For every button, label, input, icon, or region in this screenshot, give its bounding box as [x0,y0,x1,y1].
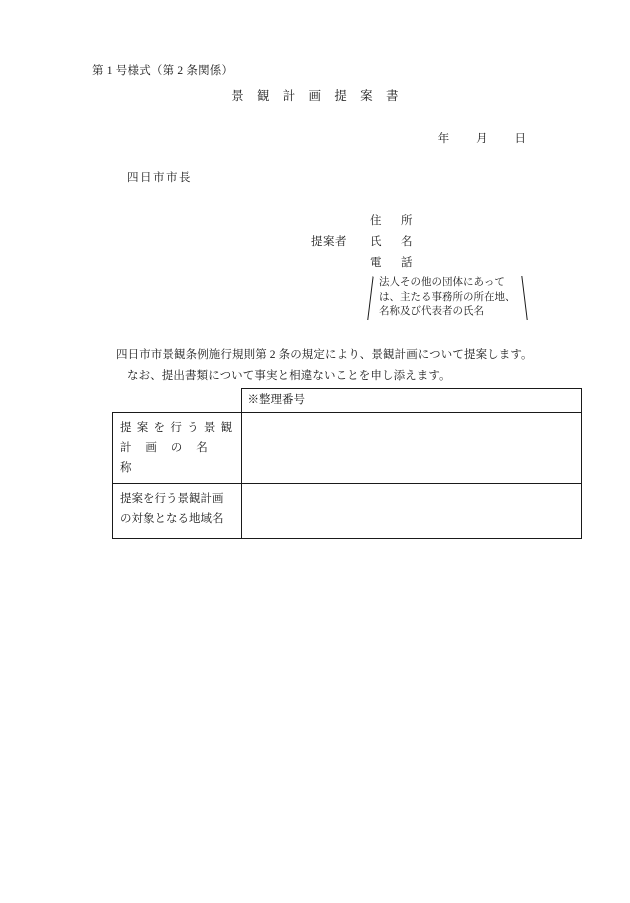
form-table [112,388,582,539]
addressee: 四日市市長 [127,172,192,184]
applicant-block [300,211,560,274]
applicant-note-inner [370,276,525,320]
applicant-address-row [300,211,560,232]
table-row [113,413,582,484]
applicant-address-label: 住 所 [370,215,417,227]
applicant-note-line-2: は、主たる事務所の所在地、 [379,291,516,303]
form-table-wrapper [112,388,582,539]
applicant-note-line-1: 法人その他の団体にあって [379,277,505,288]
row-label-plan-name [113,413,242,484]
row-value-target-area[interactable] [241,484,582,539]
row-label-target-area [113,484,242,539]
row-value-plan-name[interactable] [241,413,582,484]
applicant-prefix-label: 提案者 [311,236,347,248]
date-line [0,130,538,146]
row-label-target-area-line1: 提案を行う景観計画 [120,493,224,505]
applicant-phone-row [300,253,560,274]
spacer-cell [113,389,242,413]
table-row [113,389,582,413]
applicant-phone-label: 電 話 [370,257,417,269]
row-label-target-area-line2: の対象となる地域名 [120,513,224,525]
row-label-plan-name-line1: 提 案 を 行 う 景 観 [120,422,234,434]
reference-number-cell: ※整理番号 [241,389,582,413]
applicant-note-line-3: 名称及び代表者の氏名 [379,306,484,317]
paragraph-2: なお、提出書類について事実と相違ないことを申し添えます。 [127,370,451,382]
form-number: 第 1 号様式（第 2 条関係） [92,65,234,77]
applicant-note [370,274,525,322]
page-title: 景 観 計 画 提 案 書 [231,89,399,103]
row-label-plan-name-line2: 計 画 の 名 称 [120,442,222,474]
paragraph-1: 四日市市景観条例施行規則第 2 条の規定により、景観計画について提案します。 [116,349,533,361]
date-month-label: 月 [476,133,488,145]
applicant-name-label: 氏 名 [370,236,417,248]
date-year-label: 年 [437,133,450,145]
table-row [113,484,582,539]
date-day-label: 日 [514,133,526,145]
applicant-name-row [300,232,560,253]
